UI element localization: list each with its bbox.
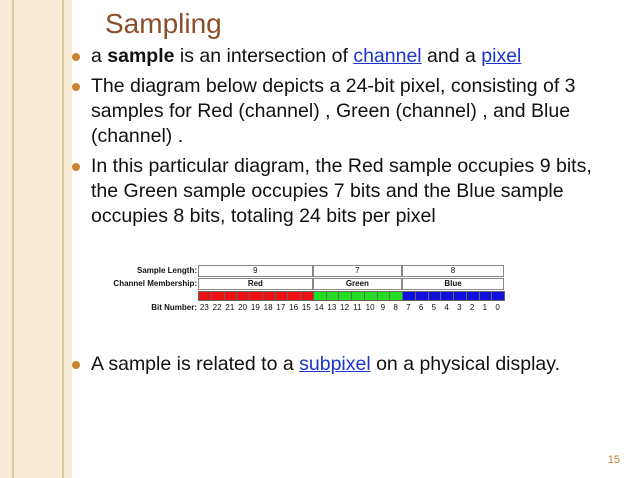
bit-cell [262,291,276,301]
bit-number: 23 [199,303,209,312]
bit-number: 13 [327,303,337,312]
bullet-icon [72,83,80,91]
bit-cell [364,291,378,301]
bit-cell [491,291,505,301]
bit-number: 9 [380,303,386,312]
bit-cell [300,291,314,301]
sample-length-cell: 8 [402,265,504,277]
text: and a [421,45,482,67]
channel-name-cell: Red [198,278,313,290]
sample-length-label: Sample Length: [136,266,197,275]
bit-cell [428,291,442,301]
bullet-icon [72,361,80,369]
bit-cell [326,291,340,301]
bold-text: sample [107,45,175,67]
bit-cell [211,291,225,301]
bit-number: 16 [289,303,299,312]
bullet-icon [72,163,80,171]
bit-number: 15 [301,303,311,312]
sidebar-rule [12,0,14,478]
text: on a physical display. [370,353,560,375]
bullet-item [72,44,622,69]
bullet-item [72,74,622,149]
bit-number: 10 [365,303,375,312]
bit-number: 4 [444,303,449,312]
bit-cell [198,291,212,301]
sample-length-cell: 7 [313,265,402,277]
bit-cell [351,291,365,301]
bit-number: 18 [263,303,273,312]
bit-number: 3 [457,303,462,312]
page-number: 15 [607,454,620,466]
bit-number: 7 [406,303,411,312]
bit-cell [440,291,454,301]
bit-number: 12 [340,303,350,312]
bit-cell [466,291,480,301]
pixel-link[interactable]: pixel [481,45,522,67]
sidebar-rule [62,0,64,478]
bit-cell [236,291,250,301]
bit-cell [224,291,238,301]
text: The diagram below depicts a 24-bit pixel, consisting of 3 samples for Red (channel) , Green (channel) , and Blue (channel) . [91,75,576,147]
bit-cell [313,291,327,301]
channel-name-cell: Blue [402,278,504,290]
bit-cell [479,291,493,301]
bit-number: 21 [225,303,235,312]
bit-cell [453,291,467,301]
text: a [91,45,108,67]
bit-number: 17 [276,303,286,312]
bit-number: 22 [212,303,222,312]
bit-cell [389,291,403,301]
bit-number: 19 [250,303,260,312]
bullet-item [72,352,622,377]
bit-diagram [97,265,507,315]
bit-cell [377,291,391,301]
bit-number-label: Bit Number: [151,303,197,312]
bit-number: 5 [431,303,437,312]
channel-name-cell: Green [313,278,402,290]
text: In this particular diagram, the Red sample occupies 9 bits, the Green sample occupies 7 bits and the Blue sample occupies 8 bits, totaling 24 bits per pixel [91,155,592,227]
bit-cell [338,291,352,301]
text: A sample is related to a [91,353,300,375]
bullet-icon [72,53,80,61]
bullet-list [72,44,622,377]
text: is an intersection of [174,45,354,67]
bit-number: 11 [353,303,362,312]
bit-number: 1 [482,303,488,312]
bit-number: 20 [238,303,248,312]
channel-membership-label: Channel Membership: [113,279,197,288]
bit-number: 6 [418,303,424,312]
subpixel-link[interactable]: subpixel [299,353,371,375]
sample-length-cell: 9 [198,265,313,277]
bit-number: 0 [495,303,500,312]
bullet-item [72,154,622,229]
bit-number: 8 [393,303,398,312]
bit-number: 14 [314,303,324,312]
slide-title: Sampling [105,8,222,39]
bit-cell [287,291,301,301]
slide-sidebar [0,0,72,478]
bit-cell [402,291,416,301]
bit-cell [275,291,289,301]
bit-number: 2 [469,303,475,312]
bit-cell [249,291,263,301]
bit-cell [415,291,429,301]
channel-link[interactable]: channel [353,45,422,67]
